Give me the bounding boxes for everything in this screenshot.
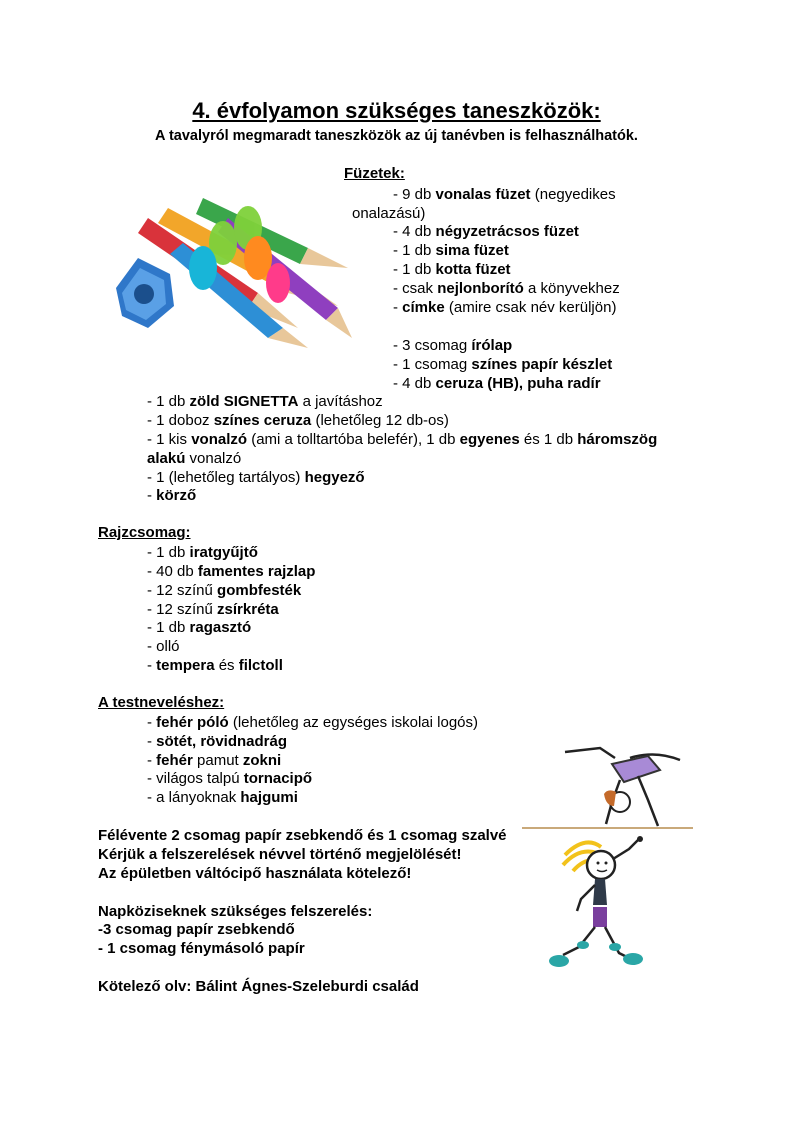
list-item: - 9 db vonalas füzet (negyedikes [393,186,616,203]
list-item: - a lányoknak hajgumi [147,789,298,806]
fuzetek-heading: Füzetek: [344,165,405,182]
list-item: - 4 db négyzetrácsos füzet [393,223,579,240]
list-item: - 40 db famentes rajzlap [147,563,316,580]
list-item: alakú vonalzó [147,450,242,467]
list-item: - 1 csomag színes papír készlet [393,356,613,373]
note-line: Az épületben váltócipő használata kötelező! [98,865,412,882]
list-item: - 12 színű zsírkréta [147,601,279,618]
testneveles-heading: A testneveléshez: [98,694,225,711]
list-item: - tempera és filctoll [147,657,283,674]
list-item: - 1 db iratgyűjtő [147,544,258,561]
list-item: - 12 színű gombfesték [147,582,302,599]
list-item: -3 csomag papír zsebkendő [98,921,295,938]
list-item: - fehér pamut zokni [147,752,282,769]
list-item: - 1 db sima füzet [393,242,509,259]
list-item: - körző [147,487,197,504]
colored-pencils-picture [108,188,354,350]
cartwheel-kid-drawing [520,740,695,835]
napkozi-heading: Napköziseknek szükséges felszerelés: [98,903,373,920]
list-item: - 1 kis vonalzó (ami a tolltartóba belefér), 1 db egyenes és 1 db háromszög [147,431,658,448]
page-title: 4. évfolyamon szükséges taneszközök: [192,98,601,123]
list-item: - 1 db ragasztó [147,619,252,636]
list-item: - 1 db zöld SIGNETTA a javításhoz [147,393,383,410]
list-item: - címke (amire csak név kerüljön) [393,299,617,316]
running-kid-drawing [545,835,665,985]
list-item: - fehér póló (lehetőleg az egységes iskolai logós) [147,714,478,731]
list-item: - csak nejlonborító a könyvekhez [393,280,620,297]
list-item: - 1 (lehetőleg tartályos) hegyező [147,469,365,486]
list-item: - világos talpú tornacipő [147,770,313,787]
rajz-heading: Rajzcsomag: [98,524,191,541]
list-item: - sötét, rövidnadrág [147,733,288,750]
note-line: Félévente 2 csomag papír zsebkendő és 1 csomag szalvé [98,827,507,844]
note-line: Kérjük a felszerelések névvel történő megjelölését! [98,846,462,863]
list-item: - 1 csomag fénymásoló papír [98,940,305,957]
list-item: - 1 doboz színes ceruza (lehetőleg 12 db-os) [147,412,449,429]
required-reading: Kötelező olv: Bálint Ágnes-Szeleburdi család [98,978,419,995]
list-item: - 3 csomag írólap [393,337,513,354]
page-subtitle: A tavalyról megmaradt taneszközök az új tanévben is felhasználhatók. [155,128,638,144]
list-item: onalazású) [352,205,426,222]
list-item: - olló [147,638,180,655]
list-item: - 1 db kotta füzet [393,261,511,278]
list-item: - 4 db ceruza (HB), puha radír [393,375,601,392]
